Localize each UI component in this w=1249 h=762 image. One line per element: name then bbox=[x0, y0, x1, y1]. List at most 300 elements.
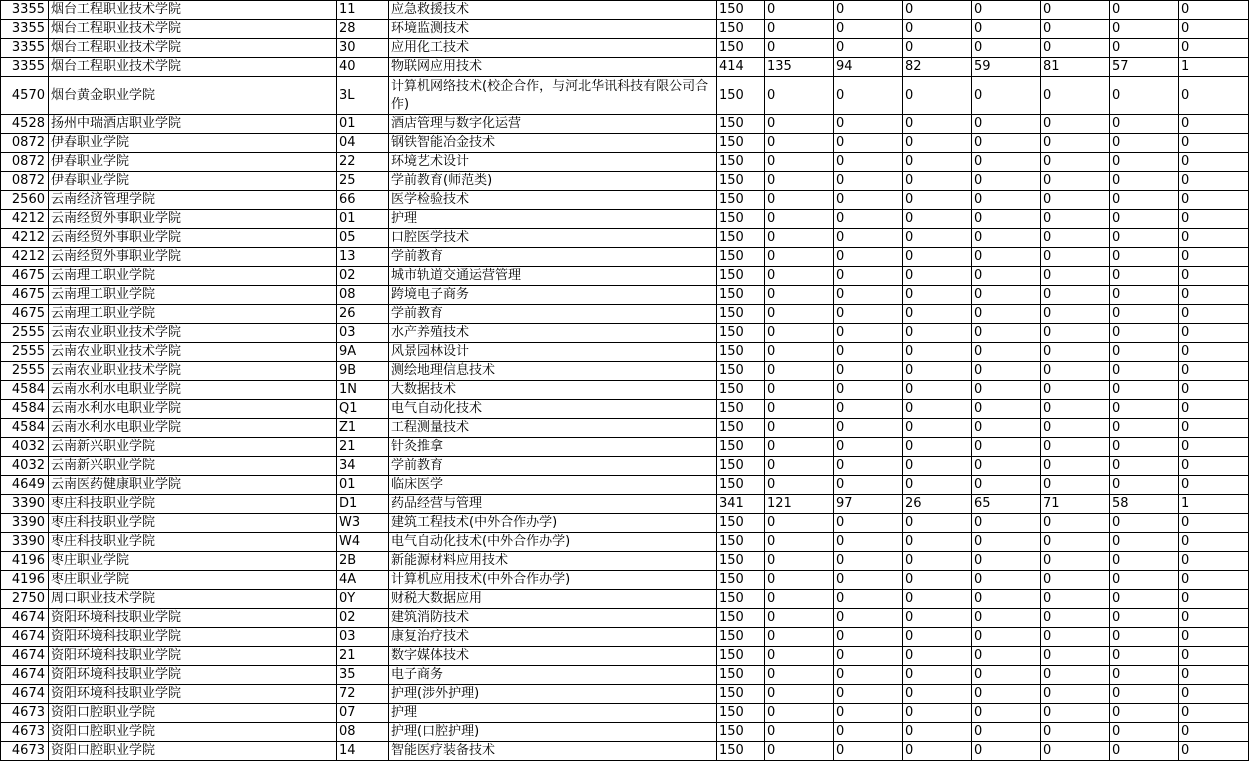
value-cell-2: 0 bbox=[834, 286, 903, 305]
value-cell-2: 0 bbox=[834, 39, 903, 58]
value-cell-1: 0 bbox=[765, 343, 834, 362]
value-cell-2: 0 bbox=[834, 533, 903, 552]
value-cell-6: 0 bbox=[1110, 476, 1179, 495]
value-cell-3: 0 bbox=[903, 191, 972, 210]
value-cell-3: 0 bbox=[903, 324, 972, 343]
value-cell-4: 0 bbox=[972, 476, 1041, 495]
school-name-cell: 烟台工程职业技术学院 bbox=[49, 20, 337, 39]
school-name-cell: 烟台工程职业技术学院 bbox=[49, 1, 337, 20]
value-cell-1: 0 bbox=[765, 552, 834, 571]
value-cell-2: 0 bbox=[834, 305, 903, 324]
value-cell-6: 0 bbox=[1110, 362, 1179, 381]
major-name-cell: 康复治疗技术 bbox=[389, 628, 717, 647]
school-code-cell: 3355 bbox=[1, 58, 49, 77]
value-cell-3: 0 bbox=[903, 172, 972, 191]
value-cell-4: 65 bbox=[972, 495, 1041, 514]
value-cell-7: 0 bbox=[1179, 419, 1249, 438]
value-cell-7: 0 bbox=[1179, 400, 1249, 419]
value-cell-3: 0 bbox=[903, 1, 972, 20]
school-name-cell: 云南理工职业学院 bbox=[49, 286, 337, 305]
table-row bbox=[1, 58, 1249, 77]
table-row bbox=[1, 1, 1249, 20]
value-cell-2: 0 bbox=[834, 267, 903, 286]
major-name-cell: 数字媒体技术 bbox=[389, 647, 717, 666]
major-code-cell: 02 bbox=[337, 609, 389, 628]
plan-count-cell: 150 bbox=[717, 77, 765, 115]
table-row bbox=[1, 286, 1249, 305]
value-cell-2: 0 bbox=[834, 362, 903, 381]
value-cell-6: 0 bbox=[1110, 77, 1179, 115]
plan-count-cell: 150 bbox=[717, 533, 765, 552]
school-code-cell: 4584 bbox=[1, 381, 49, 400]
major-code-cell: 01 bbox=[337, 115, 389, 134]
value-cell-5: 0 bbox=[1041, 248, 1110, 267]
value-cell-4: 0 bbox=[972, 685, 1041, 704]
value-cell-3: 0 bbox=[903, 742, 972, 761]
value-cell-7: 0 bbox=[1179, 552, 1249, 571]
school-name-cell: 资阳口腔职业学院 bbox=[49, 704, 337, 723]
value-cell-3: 0 bbox=[903, 571, 972, 590]
value-cell-6: 0 bbox=[1110, 647, 1179, 666]
school-name-cell: 枣庄职业学院 bbox=[49, 571, 337, 590]
school-code-cell: 2555 bbox=[1, 343, 49, 362]
value-cell-7: 0 bbox=[1179, 628, 1249, 647]
value-cell-2: 0 bbox=[834, 343, 903, 362]
school-name-cell: 伊春职业学院 bbox=[49, 172, 337, 191]
school-name-cell: 枣庄科技职业学院 bbox=[49, 495, 337, 514]
value-cell-3: 0 bbox=[903, 153, 972, 172]
major-name-cell: 酒店管理与数字化运营 bbox=[389, 115, 717, 134]
value-cell-7: 0 bbox=[1179, 286, 1249, 305]
major-name-cell: 测绘地理信息技术 bbox=[389, 362, 717, 381]
plan-count-cell: 150 bbox=[717, 153, 765, 172]
value-cell-5: 0 bbox=[1041, 704, 1110, 723]
major-name-cell: 建筑消防技术 bbox=[389, 609, 717, 628]
school-code-cell: 4212 bbox=[1, 229, 49, 248]
value-cell-5: 0 bbox=[1041, 723, 1110, 742]
value-cell-6: 0 bbox=[1110, 305, 1179, 324]
table-row bbox=[1, 20, 1249, 39]
value-cell-3: 0 bbox=[903, 723, 972, 742]
value-cell-2: 0 bbox=[834, 210, 903, 229]
value-cell-5: 0 bbox=[1041, 229, 1110, 248]
value-cell-5: 0 bbox=[1041, 647, 1110, 666]
value-cell-2: 0 bbox=[834, 419, 903, 438]
major-name-cell: 智能医疗装备技术 bbox=[389, 742, 717, 761]
school-name-cell: 云南水利水电职业学院 bbox=[49, 381, 337, 400]
value-cell-7: 0 bbox=[1179, 742, 1249, 761]
value-cell-5: 0 bbox=[1041, 210, 1110, 229]
school-code-cell: 4674 bbox=[1, 628, 49, 647]
value-cell-5: 0 bbox=[1041, 77, 1110, 115]
value-cell-5: 81 bbox=[1041, 58, 1110, 77]
plan-count-cell: 150 bbox=[717, 362, 765, 381]
major-code-cell: 9A bbox=[337, 343, 389, 362]
value-cell-6: 0 bbox=[1110, 419, 1179, 438]
table-row bbox=[1, 381, 1249, 400]
value-cell-1: 0 bbox=[765, 362, 834, 381]
value-cell-1: 135 bbox=[765, 58, 834, 77]
value-cell-4: 0 bbox=[972, 20, 1041, 39]
value-cell-1: 0 bbox=[765, 704, 834, 723]
value-cell-5: 0 bbox=[1041, 305, 1110, 324]
value-cell-2: 0 bbox=[834, 571, 903, 590]
school-code-cell: 4674 bbox=[1, 647, 49, 666]
value-cell-2: 0 bbox=[834, 476, 903, 495]
major-code-cell: 13 bbox=[337, 248, 389, 267]
major-name-cell: 应急救援技术 bbox=[389, 1, 717, 20]
value-cell-5: 0 bbox=[1041, 172, 1110, 191]
major-name-cell: 环境监测技术 bbox=[389, 20, 717, 39]
value-cell-3: 0 bbox=[903, 115, 972, 134]
table-body bbox=[1, 1, 1249, 761]
value-cell-5: 0 bbox=[1041, 400, 1110, 419]
major-code-cell: D1 bbox=[337, 495, 389, 514]
plan-count-cell: 150 bbox=[717, 400, 765, 419]
plan-count-cell: 150 bbox=[717, 172, 765, 191]
major-name-cell: 护理(口腔护理) bbox=[389, 723, 717, 742]
value-cell-6: 0 bbox=[1110, 400, 1179, 419]
major-code-cell: 21 bbox=[337, 647, 389, 666]
value-cell-1: 0 bbox=[765, 647, 834, 666]
major-code-cell: 02 bbox=[337, 267, 389, 286]
value-cell-7: 0 bbox=[1179, 267, 1249, 286]
value-cell-3: 0 bbox=[903, 514, 972, 533]
value-cell-7: 0 bbox=[1179, 39, 1249, 58]
value-cell-4: 0 bbox=[972, 153, 1041, 172]
value-cell-7: 0 bbox=[1179, 704, 1249, 723]
value-cell-6: 0 bbox=[1110, 115, 1179, 134]
value-cell-6: 0 bbox=[1110, 742, 1179, 761]
school-name-cell: 周口职业技术学院 bbox=[49, 590, 337, 609]
value-cell-5: 0 bbox=[1041, 286, 1110, 305]
value-cell-5: 0 bbox=[1041, 362, 1110, 381]
school-name-cell: 资阳口腔职业学院 bbox=[49, 723, 337, 742]
major-code-cell: W3 bbox=[337, 514, 389, 533]
school-code-cell: 2555 bbox=[1, 362, 49, 381]
major-code-cell: 4A bbox=[337, 571, 389, 590]
plan-count-cell: 150 bbox=[717, 438, 765, 457]
value-cell-6: 57 bbox=[1110, 58, 1179, 77]
value-cell-7: 0 bbox=[1179, 20, 1249, 39]
major-name-cell: 学前教育(师范类) bbox=[389, 172, 717, 191]
major-name-cell: 计算机应用技术(中外合作办学) bbox=[389, 571, 717, 590]
table-row bbox=[1, 609, 1249, 628]
value-cell-4: 0 bbox=[972, 647, 1041, 666]
value-cell-7: 0 bbox=[1179, 1, 1249, 20]
major-name-cell: 药品经营与管理 bbox=[389, 495, 717, 514]
value-cell-6: 0 bbox=[1110, 172, 1179, 191]
major-name-cell: 应用化工技术 bbox=[389, 39, 717, 58]
value-cell-1: 0 bbox=[765, 191, 834, 210]
school-code-cell: 4196 bbox=[1, 552, 49, 571]
value-cell-7: 0 bbox=[1179, 324, 1249, 343]
school-name-cell: 云南农业职业技术学院 bbox=[49, 362, 337, 381]
table-row bbox=[1, 229, 1249, 248]
value-cell-3: 0 bbox=[903, 533, 972, 552]
value-cell-3: 0 bbox=[903, 362, 972, 381]
value-cell-2: 0 bbox=[834, 20, 903, 39]
major-code-cell: 1N bbox=[337, 381, 389, 400]
plan-count-cell: 150 bbox=[717, 115, 765, 134]
value-cell-6: 0 bbox=[1110, 343, 1179, 362]
school-name-cell: 资阳环境科技职业学院 bbox=[49, 647, 337, 666]
major-code-cell: 03 bbox=[337, 628, 389, 647]
value-cell-5: 0 bbox=[1041, 39, 1110, 58]
value-cell-3: 0 bbox=[903, 647, 972, 666]
value-cell-5: 0 bbox=[1041, 267, 1110, 286]
table-row bbox=[1, 267, 1249, 286]
table-row bbox=[1, 685, 1249, 704]
major-code-cell: 03 bbox=[337, 324, 389, 343]
table-row bbox=[1, 191, 1249, 210]
value-cell-4: 0 bbox=[972, 590, 1041, 609]
major-code-cell: 11 bbox=[337, 1, 389, 20]
value-cell-7: 0 bbox=[1179, 590, 1249, 609]
plan-count-cell: 150 bbox=[717, 229, 765, 248]
value-cell-5: 0 bbox=[1041, 191, 1110, 210]
school-code-cell: 4032 bbox=[1, 438, 49, 457]
value-cell-6: 0 bbox=[1110, 438, 1179, 457]
value-cell-4: 59 bbox=[972, 58, 1041, 77]
school-code-cell: 3390 bbox=[1, 514, 49, 533]
school-code-cell: 4673 bbox=[1, 704, 49, 723]
value-cell-7: 0 bbox=[1179, 153, 1249, 172]
value-cell-4: 0 bbox=[972, 267, 1041, 286]
school-name-cell: 云南理工职业学院 bbox=[49, 267, 337, 286]
value-cell-2: 0 bbox=[834, 77, 903, 115]
value-cell-7: 0 bbox=[1179, 172, 1249, 191]
value-cell-2: 0 bbox=[834, 552, 903, 571]
value-cell-1: 0 bbox=[765, 172, 834, 191]
school-code-cell: 2555 bbox=[1, 324, 49, 343]
value-cell-3: 0 bbox=[903, 267, 972, 286]
school-name-cell: 资阳环境科技职业学院 bbox=[49, 609, 337, 628]
school-name-cell: 云南医药健康职业学院 bbox=[49, 476, 337, 495]
value-cell-2: 0 bbox=[834, 248, 903, 267]
school-name-cell: 云南水利水电职业学院 bbox=[49, 419, 337, 438]
value-cell-3: 0 bbox=[903, 476, 972, 495]
plan-count-cell: 150 bbox=[717, 704, 765, 723]
table-row bbox=[1, 172, 1249, 191]
major-code-cell: 34 bbox=[337, 457, 389, 476]
value-cell-7: 0 bbox=[1179, 77, 1249, 115]
value-cell-2: 0 bbox=[834, 115, 903, 134]
table-row bbox=[1, 305, 1249, 324]
value-cell-1: 0 bbox=[765, 400, 834, 419]
major-code-cell: 07 bbox=[337, 704, 389, 723]
value-cell-3: 0 bbox=[903, 419, 972, 438]
school-name-cell: 云南新兴职业学院 bbox=[49, 438, 337, 457]
school-name-cell: 云南经济管理学院 bbox=[49, 191, 337, 210]
table-row bbox=[1, 704, 1249, 723]
value-cell-2: 0 bbox=[834, 647, 903, 666]
value-cell-6: 0 bbox=[1110, 134, 1179, 153]
table-row bbox=[1, 533, 1249, 552]
value-cell-7: 0 bbox=[1179, 362, 1249, 381]
value-cell-6: 0 bbox=[1110, 210, 1179, 229]
value-cell-2: 0 bbox=[834, 723, 903, 742]
value-cell-4: 0 bbox=[972, 704, 1041, 723]
value-cell-3: 0 bbox=[903, 400, 972, 419]
value-cell-1: 0 bbox=[765, 381, 834, 400]
value-cell-2: 0 bbox=[834, 590, 903, 609]
major-code-cell: 40 bbox=[337, 58, 389, 77]
value-cell-4: 0 bbox=[972, 324, 1041, 343]
value-cell-3: 0 bbox=[903, 685, 972, 704]
value-cell-1: 0 bbox=[765, 20, 834, 39]
value-cell-1: 0 bbox=[765, 685, 834, 704]
value-cell-1: 0 bbox=[765, 609, 834, 628]
value-cell-4: 0 bbox=[972, 191, 1041, 210]
value-cell-6: 0 bbox=[1110, 723, 1179, 742]
value-cell-6: 0 bbox=[1110, 381, 1179, 400]
school-code-cell: 4032 bbox=[1, 457, 49, 476]
value-cell-7: 1 bbox=[1179, 495, 1249, 514]
value-cell-2: 0 bbox=[834, 742, 903, 761]
value-cell-6: 0 bbox=[1110, 552, 1179, 571]
value-cell-4: 0 bbox=[972, 666, 1041, 685]
plan-count-cell: 150 bbox=[717, 381, 765, 400]
plan-count-cell: 150 bbox=[717, 590, 765, 609]
value-cell-5: 0 bbox=[1041, 571, 1110, 590]
value-cell-6: 58 bbox=[1110, 495, 1179, 514]
major-code-cell: 08 bbox=[337, 286, 389, 305]
value-cell-2: 94 bbox=[834, 58, 903, 77]
major-name-cell: 学前教育 bbox=[389, 305, 717, 324]
value-cell-4: 0 bbox=[972, 723, 1041, 742]
major-name-cell: 电气自动化技术 bbox=[389, 400, 717, 419]
value-cell-1: 0 bbox=[765, 723, 834, 742]
table-row bbox=[1, 552, 1249, 571]
school-code-cell: 4649 bbox=[1, 476, 49, 495]
value-cell-6: 0 bbox=[1110, 229, 1179, 248]
value-cell-7: 0 bbox=[1179, 343, 1249, 362]
value-cell-2: 0 bbox=[834, 457, 903, 476]
value-cell-5: 0 bbox=[1041, 134, 1110, 153]
school-code-cell: 4212 bbox=[1, 210, 49, 229]
value-cell-5: 0 bbox=[1041, 552, 1110, 571]
value-cell-6: 0 bbox=[1110, 685, 1179, 704]
value-cell-1: 0 bbox=[765, 248, 834, 267]
school-name-cell: 云南经贸外事职业学院 bbox=[49, 248, 337, 267]
major-name-cell: 护理(涉外护理) bbox=[389, 685, 717, 704]
major-code-cell: 25 bbox=[337, 172, 389, 191]
school-code-cell: 4196 bbox=[1, 571, 49, 590]
value-cell-3: 0 bbox=[903, 552, 972, 571]
value-cell-5: 0 bbox=[1041, 457, 1110, 476]
value-cell-7: 0 bbox=[1179, 685, 1249, 704]
school-name-cell: 资阳环境科技职业学院 bbox=[49, 666, 337, 685]
major-code-cell: 72 bbox=[337, 685, 389, 704]
school-code-cell: 3390 bbox=[1, 495, 49, 514]
plan-count-cell: 150 bbox=[717, 134, 765, 153]
value-cell-5: 0 bbox=[1041, 590, 1110, 609]
major-name-cell: 学前教育 bbox=[389, 457, 717, 476]
value-cell-3: 0 bbox=[903, 248, 972, 267]
school-code-cell: 4675 bbox=[1, 305, 49, 324]
value-cell-2: 0 bbox=[834, 134, 903, 153]
value-cell-7: 0 bbox=[1179, 609, 1249, 628]
value-cell-3: 0 bbox=[903, 39, 972, 58]
value-cell-4: 0 bbox=[972, 571, 1041, 590]
value-cell-3: 26 bbox=[903, 495, 972, 514]
table-row bbox=[1, 134, 1249, 153]
school-name-cell: 枣庄科技职业学院 bbox=[49, 514, 337, 533]
value-cell-3: 0 bbox=[903, 438, 972, 457]
major-name-cell: 计算机网络技术(校企合作，与河北华讯科技有限公司合作) bbox=[389, 77, 717, 115]
value-cell-1: 0 bbox=[765, 115, 834, 134]
value-cell-7: 0 bbox=[1179, 457, 1249, 476]
major-name-cell: 水产养殖技术 bbox=[389, 324, 717, 343]
value-cell-7: 0 bbox=[1179, 438, 1249, 457]
value-cell-6: 0 bbox=[1110, 324, 1179, 343]
value-cell-3: 0 bbox=[903, 666, 972, 685]
school-code-cell: 4673 bbox=[1, 723, 49, 742]
value-cell-1: 0 bbox=[765, 153, 834, 172]
school-name-cell: 资阳环境科技职业学院 bbox=[49, 628, 337, 647]
value-cell-2: 97 bbox=[834, 495, 903, 514]
major-code-cell: Q1 bbox=[337, 400, 389, 419]
value-cell-4: 0 bbox=[972, 39, 1041, 58]
table-row bbox=[1, 476, 1249, 495]
school-name-cell: 扬州中瑞酒店职业学院 bbox=[49, 115, 337, 134]
value-cell-4: 0 bbox=[972, 229, 1041, 248]
school-name-cell: 伊春职业学院 bbox=[49, 134, 337, 153]
table-row bbox=[1, 248, 1249, 267]
value-cell-4: 0 bbox=[972, 1, 1041, 20]
major-code-cell: 28 bbox=[337, 20, 389, 39]
major-code-cell: 2B bbox=[337, 552, 389, 571]
major-code-cell: 66 bbox=[337, 191, 389, 210]
table-row bbox=[1, 742, 1249, 761]
value-cell-5: 0 bbox=[1041, 343, 1110, 362]
school-code-cell: 0872 bbox=[1, 134, 49, 153]
value-cell-4: 0 bbox=[972, 438, 1041, 457]
value-cell-7: 0 bbox=[1179, 210, 1249, 229]
table-row bbox=[1, 571, 1249, 590]
school-name-cell: 枣庄职业学院 bbox=[49, 552, 337, 571]
value-cell-2: 0 bbox=[834, 381, 903, 400]
value-cell-5: 0 bbox=[1041, 514, 1110, 533]
value-cell-1: 0 bbox=[765, 134, 834, 153]
value-cell-1: 0 bbox=[765, 210, 834, 229]
value-cell-1: 0 bbox=[765, 229, 834, 248]
value-cell-2: 0 bbox=[834, 609, 903, 628]
value-cell-2: 0 bbox=[834, 514, 903, 533]
plan-count-cell: 150 bbox=[717, 742, 765, 761]
major-code-cell: 21 bbox=[337, 438, 389, 457]
value-cell-7: 0 bbox=[1179, 305, 1249, 324]
value-cell-6: 0 bbox=[1110, 1, 1179, 20]
school-name-cell: 烟台工程职业技术学院 bbox=[49, 58, 337, 77]
value-cell-1: 0 bbox=[765, 590, 834, 609]
value-cell-2: 0 bbox=[834, 438, 903, 457]
school-name-cell: 云南新兴职业学院 bbox=[49, 457, 337, 476]
value-cell-7: 0 bbox=[1179, 666, 1249, 685]
value-cell-3: 0 bbox=[903, 210, 972, 229]
major-name-cell: 护理 bbox=[389, 704, 717, 723]
school-code-cell: 4675 bbox=[1, 286, 49, 305]
value-cell-2: 0 bbox=[834, 153, 903, 172]
table-row bbox=[1, 210, 1249, 229]
value-cell-4: 0 bbox=[972, 305, 1041, 324]
value-cell-6: 0 bbox=[1110, 533, 1179, 552]
value-cell-1: 0 bbox=[765, 666, 834, 685]
table-row bbox=[1, 666, 1249, 685]
value-cell-7: 0 bbox=[1179, 191, 1249, 210]
school-code-cell: 4673 bbox=[1, 742, 49, 761]
